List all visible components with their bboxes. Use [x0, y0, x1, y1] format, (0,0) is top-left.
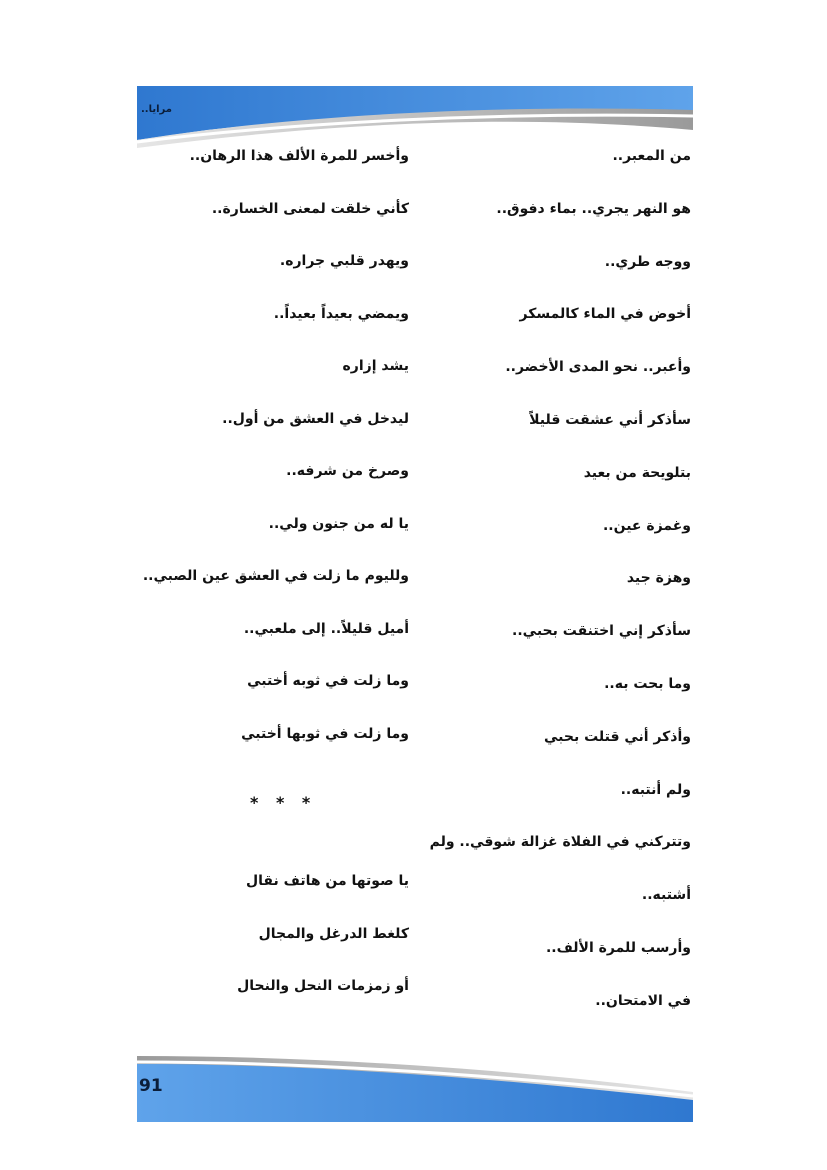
poem-line: ليدخل في العشق من أول.. — [222, 410, 409, 427]
poem-line: وصرخ من شرفه.. — [286, 463, 409, 479]
poem-line: ولم أنتبه.. — [620, 781, 691, 798]
poem-line: أميل قليلاً.. إلى ملعبي.. — [243, 620, 409, 637]
poem-line: أشتبه.. — [641, 887, 691, 904]
poem-line: بتلويحة من بعيد — [583, 464, 691, 481]
poem-line: ولليوم ما زلت في العشق عين الصبي.. — [142, 568, 409, 584]
poem-line: وأعبر.. نحو المدى الأخضر.. — [505, 359, 691, 376]
poem-line: من المعبر.. — [612, 148, 691, 164]
poem-line: يا صوتها من هاتف نقال — [246, 873, 409, 889]
poem-line: ويمضي بعيداً بعيداً.. — [273, 305, 409, 322]
poem-line: يشد إزاره — [342, 358, 409, 374]
header-swoosh-graphic — [137, 86, 693, 154]
poem-line: سأذكر أني عشقت قليلاً — [529, 411, 691, 428]
page-number: 91 — [139, 1076, 163, 1096]
header-title: مرايا.. — [141, 104, 172, 115]
stanza-separator: * * * — [250, 793, 317, 812]
left-poem-column-second-stanza — [149, 871, 409, 1029]
poem-line: وغمزة عين.. — [602, 517, 691, 534]
poem-line: وأخسر للمرة الألف هذا الرهان.. — [189, 148, 409, 164]
poem-line: وما بحت به.. — [604, 675, 691, 692]
poem-line: يا له من جنون ولي.. — [268, 515, 409, 532]
poem-line: وتتركني في الفلاة غزالة شوقي.. ولم — [429, 834, 691, 851]
poem-line: سأذكر إني اختنقت بحبي.. — [512, 623, 691, 640]
poem-line: ووجه طري.. — [604, 253, 691, 270]
poem-line: وما زلت في ثوبها أختبي — [241, 725, 409, 742]
poem-line: وأذكر أني قتلت بحبي — [543, 728, 691, 745]
poem-line: أو زمزمات النحل والنحال — [237, 978, 409, 994]
footer-swoosh-graphic — [137, 1050, 693, 1122]
poem-line: وأرسب للمرة الألف.. — [545, 939, 691, 956]
poem-line: أخوض في الماء كالمسكر — [519, 306, 691, 323]
poem-line: ويهدر قلبي جراره. — [279, 253, 409, 269]
poem-line: وما زلت في ثوبه أختبي — [247, 673, 409, 689]
page-footer — [137, 1050, 693, 1122]
poem-line: هو النهر يجري.. بماء دفوق.. — [496, 200, 691, 217]
page-header — [137, 86, 693, 154]
poem-line: كلغط الدرغل والمجال — [258, 925, 409, 942]
poem-line: كأني خلقت لمعنى الخسارة.. — [211, 200, 409, 217]
right-poem-column — [429, 146, 691, 1044]
left-poem-column — [142, 146, 409, 776]
poem-line: في الامتحان.. — [595, 992, 691, 1009]
poem-line: وهزة جيد — [626, 570, 691, 587]
